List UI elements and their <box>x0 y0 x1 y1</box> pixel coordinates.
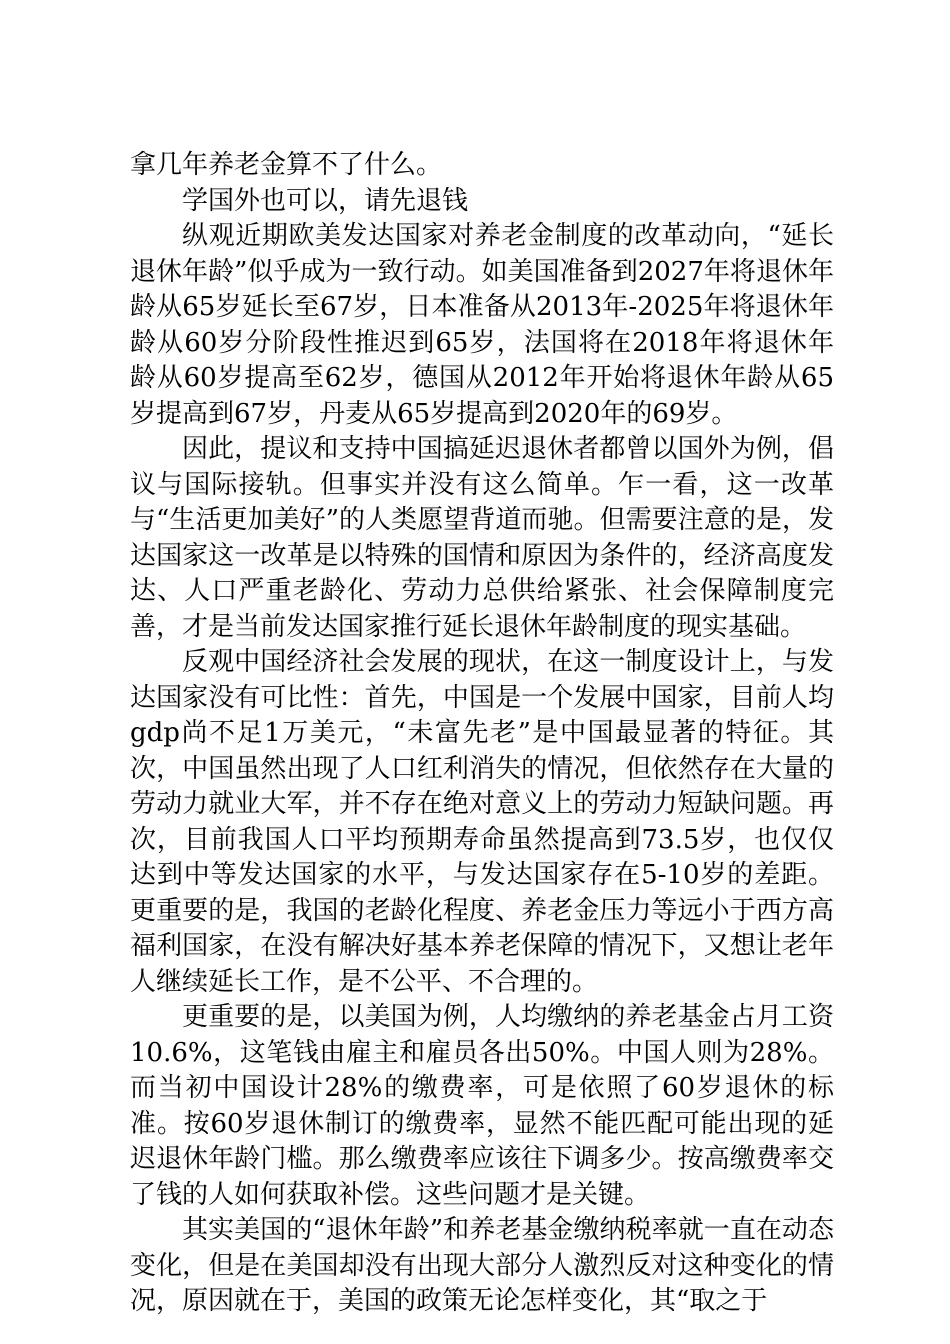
paragraph-continuation: 拿几年养老金算不了什么。 <box>130 150 443 180</box>
section-heading: 学国外也可以，请先退钱 <box>182 185 469 216</box>
paragraph: 更重要的是，以美国为例，人均缴纳的养老基金占月工资10.6%，这笔钱由雇主和雇员各出50%。中国人则为28%。而当初中国设计28%的缴费率，可是依照了60岁退休的标准。按60岁退休制订的缴费率，显然不能匹配可能出现的延迟退休年龄门槛。那么缴费率应该往下调多少。按高缴费率交了钱的人如何获取补偿。这些问题才是关键。 <box>130 1002 834 1210</box>
paragraph: 其实美国的“退休年龄”和养老基金缴纳税率就一直在动态变化，但是在美国却没有出现大部分人激烈反对这种变化的情况，原因就在于，美国的政策无论怎样变化，其“取之于 <box>130 1215 834 1316</box>
body-text <box>130 148 834 1320</box>
paragraph: 因此，提议和支持中国搞延迟退休者都曾以国外为例，倡议与国际接轨。但事实并没有这么简单。乍一看，这一改革与“生活更加美好”的人类愿望背道而驰。但需要注意的是，发达国家这一改革是以特殊的国情和原因为条件的，经济高度发达、人口严重老龄化、劳动力总供给紧张、社会保障制度完善，才是当前发达国家推行延长退休年龄制度的现实基础。 <box>130 434 834 642</box>
paragraph: 反观中国经济社会发展的现状，在这一制度设计上，与发达国家没有可比性：首先，中国是一个发展中国家，目前人均gdp尚不足1万美元，“未富先老”是中国最显著的特征。其次，中国虽然出现了人口红利消失的情况，但依然存在大量的劳动力就业大军，并不存在绝对意义上的劳动力短缺问题。再次，目前我国人口平均预期寿命虽然提高到73.5岁，也仅仅达到中等发达国家的水平，与发达国家存在5-10岁的差距。更重要的是，我国的老龄化程度、养老金压力等远小于西方高福利国家，在没有解决好基本养老保障的情况下，又想让老年人继续延长工作，是不公平、不合理的。 <box>130 647 834 997</box>
paragraph: 纵观近期欧美发达国家对养老金制度的改革动向，“延长退休年龄”似乎成为一致行动。如美国准备到2027年将退休年龄从65岁延长至67岁，日本准备从2013年-2025年将退休年龄从60岁分阶段性推迟到65岁，法国将在2018年将退休年龄从60岁提高至62岁，德国从2012年开始将退休年龄从65岁提高到67岁，丹麦从65岁提高到2020年的69岁。 <box>130 221 834 429</box>
